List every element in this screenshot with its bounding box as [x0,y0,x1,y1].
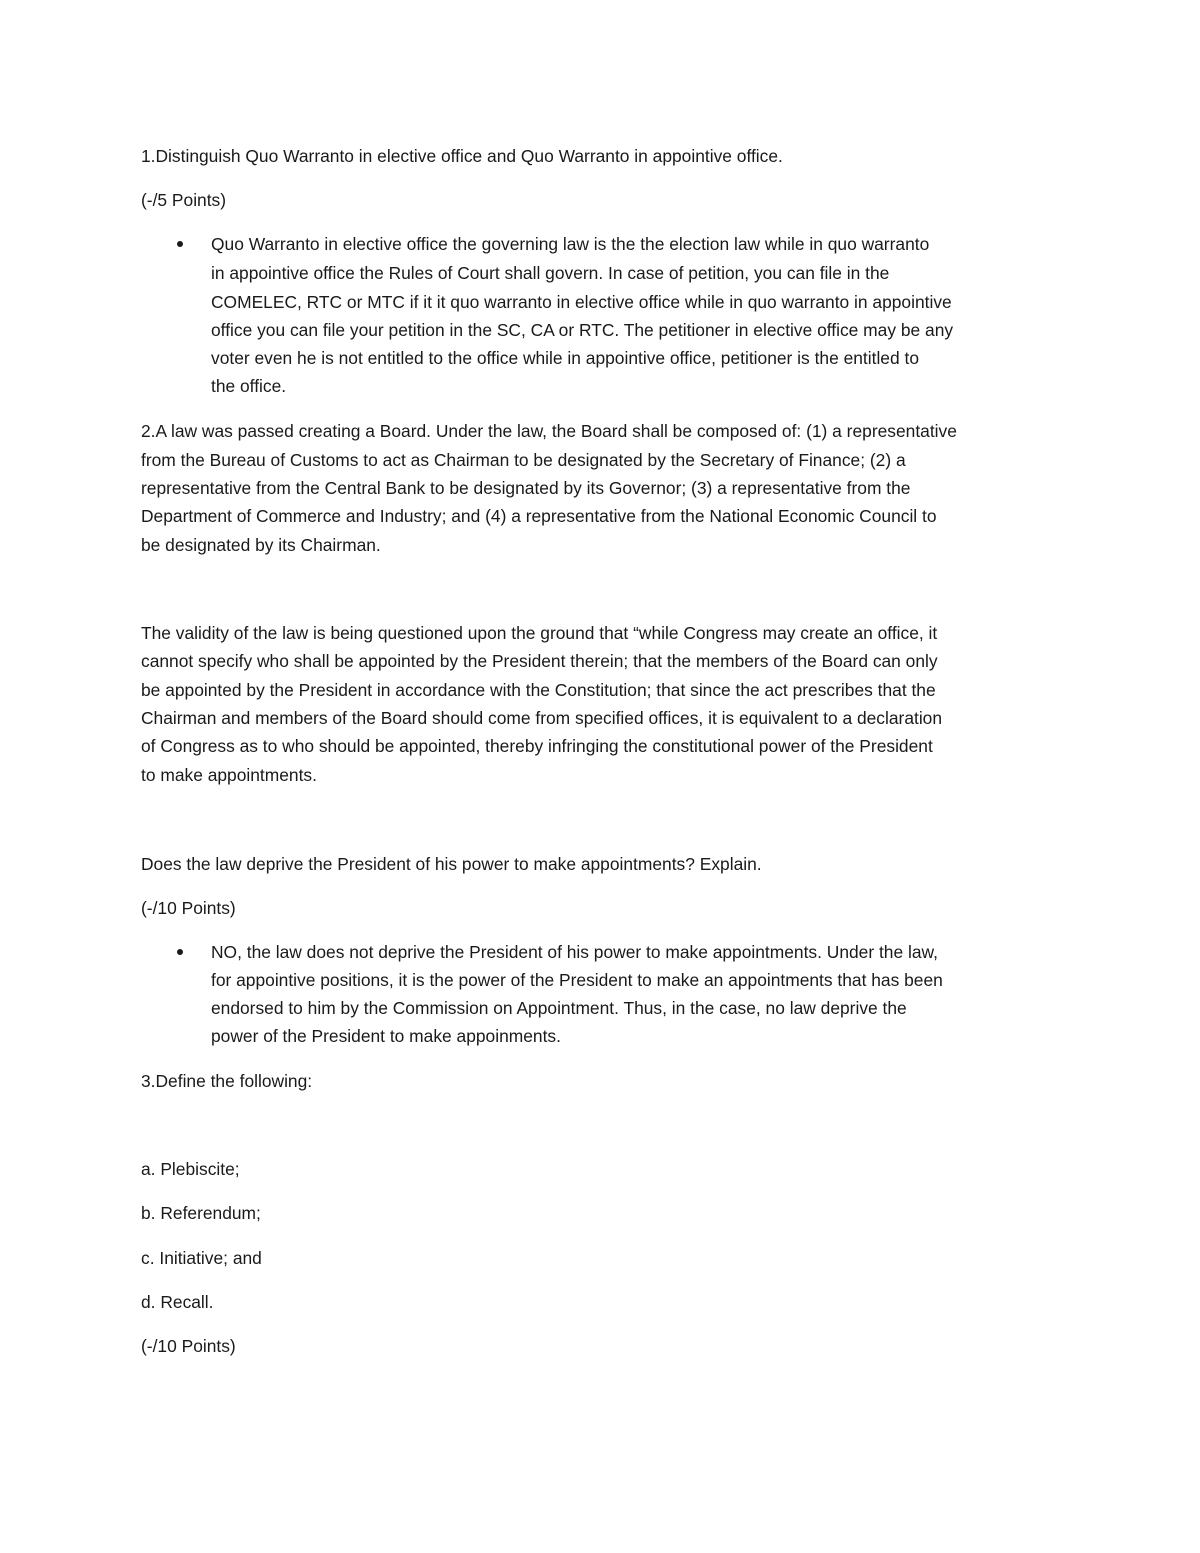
question-2-line: representative from the Central Bank to be designated by its Governor; (3) a representative from the [141,478,911,498]
answer-1-line: voter even he is not entitled to the office while in appointive office, petitioner is the entitled to [211,348,919,368]
definition-item: c. Initiative; and [141,1248,262,1268]
validity-line: cannot specify who shall be appointed by the President therein; that the members of the Board can only [141,651,938,671]
question-3-text: 3.Define the following: [141,1071,313,1091]
bullet-icon [177,241,183,247]
answer-1-line: COMELEC, RTC or MTC if it it quo warranto in elective office while in quo warranto in appointive [211,292,952,312]
question-2-points: (-/10 Points) [141,898,236,918]
answer-1-line: in appointive office the Rules of Court shall govern. In case of petition, you can file in the [211,263,890,283]
bullet-icon [177,949,183,955]
question-2-line: from the Bureau of Customs to act as Chairman to be designated by the Secretary of Finance; (2) a [141,450,906,470]
validity-line: be appointed by the President in accordance with the Constitution; that since the act prescribes that the [141,680,936,700]
definition-item: b. Referendum; [141,1203,261,1223]
definition-item: a. Plebiscite; [141,1159,240,1179]
definition-item: d. Recall. [141,1292,214,1312]
question-1-points: (-/5 Points) [141,190,227,210]
question-2-text: Does the law deprive the President of his power to make appointments? Explain. [141,854,762,874]
answer-2-line: endorsed to him by the Commission on Appointment. Thus, in the case, no law deprive the [211,998,907,1018]
question-2-line: be designated by its Chairman. [141,535,381,555]
answer-2-line: for appointive positions, it is the power of the President to make an appointments that has been [211,970,943,990]
answer-2-line: NO, the law does not deprive the President of his power to make appointments. Under the law, [211,942,938,962]
answer-1-line: Quo Warranto in elective office the governing law is the the election law while in quo warranto [211,234,930,254]
question-2-line: 2.A law was passed creating a Board. Under the law, the Board shall be composed of: (1) a representative [141,421,957,441]
validity-line: The validity of the law is being questioned upon the ground that “while Congress may create an office, it [141,623,938,643]
answer-2-line: power of the President to make appoinments. [211,1026,561,1046]
answer-1-line: office you can file your petition in the SC, CA or RTC. The petitioner in elective office may be any [211,320,954,340]
answer-1-line: the office. [211,376,287,396]
question-1-text: 1.Distinguish Quo Warranto in elective office and Quo Warranto in appointive office. [141,146,783,166]
validity-line: of Congress as to who should be appointed, thereby infringing the constitutional power of the President [141,736,933,756]
question-3-points: (-/10 Points) [141,1336,236,1356]
validity-line: to make appointments. [141,765,317,785]
question-2-line: Department of Commerce and Industry; and (4) a representative from the National Economic Council to [141,506,937,526]
validity-line: Chairman and members of the Board should come from specified offices, it is equivalent to a declaration [141,708,943,728]
